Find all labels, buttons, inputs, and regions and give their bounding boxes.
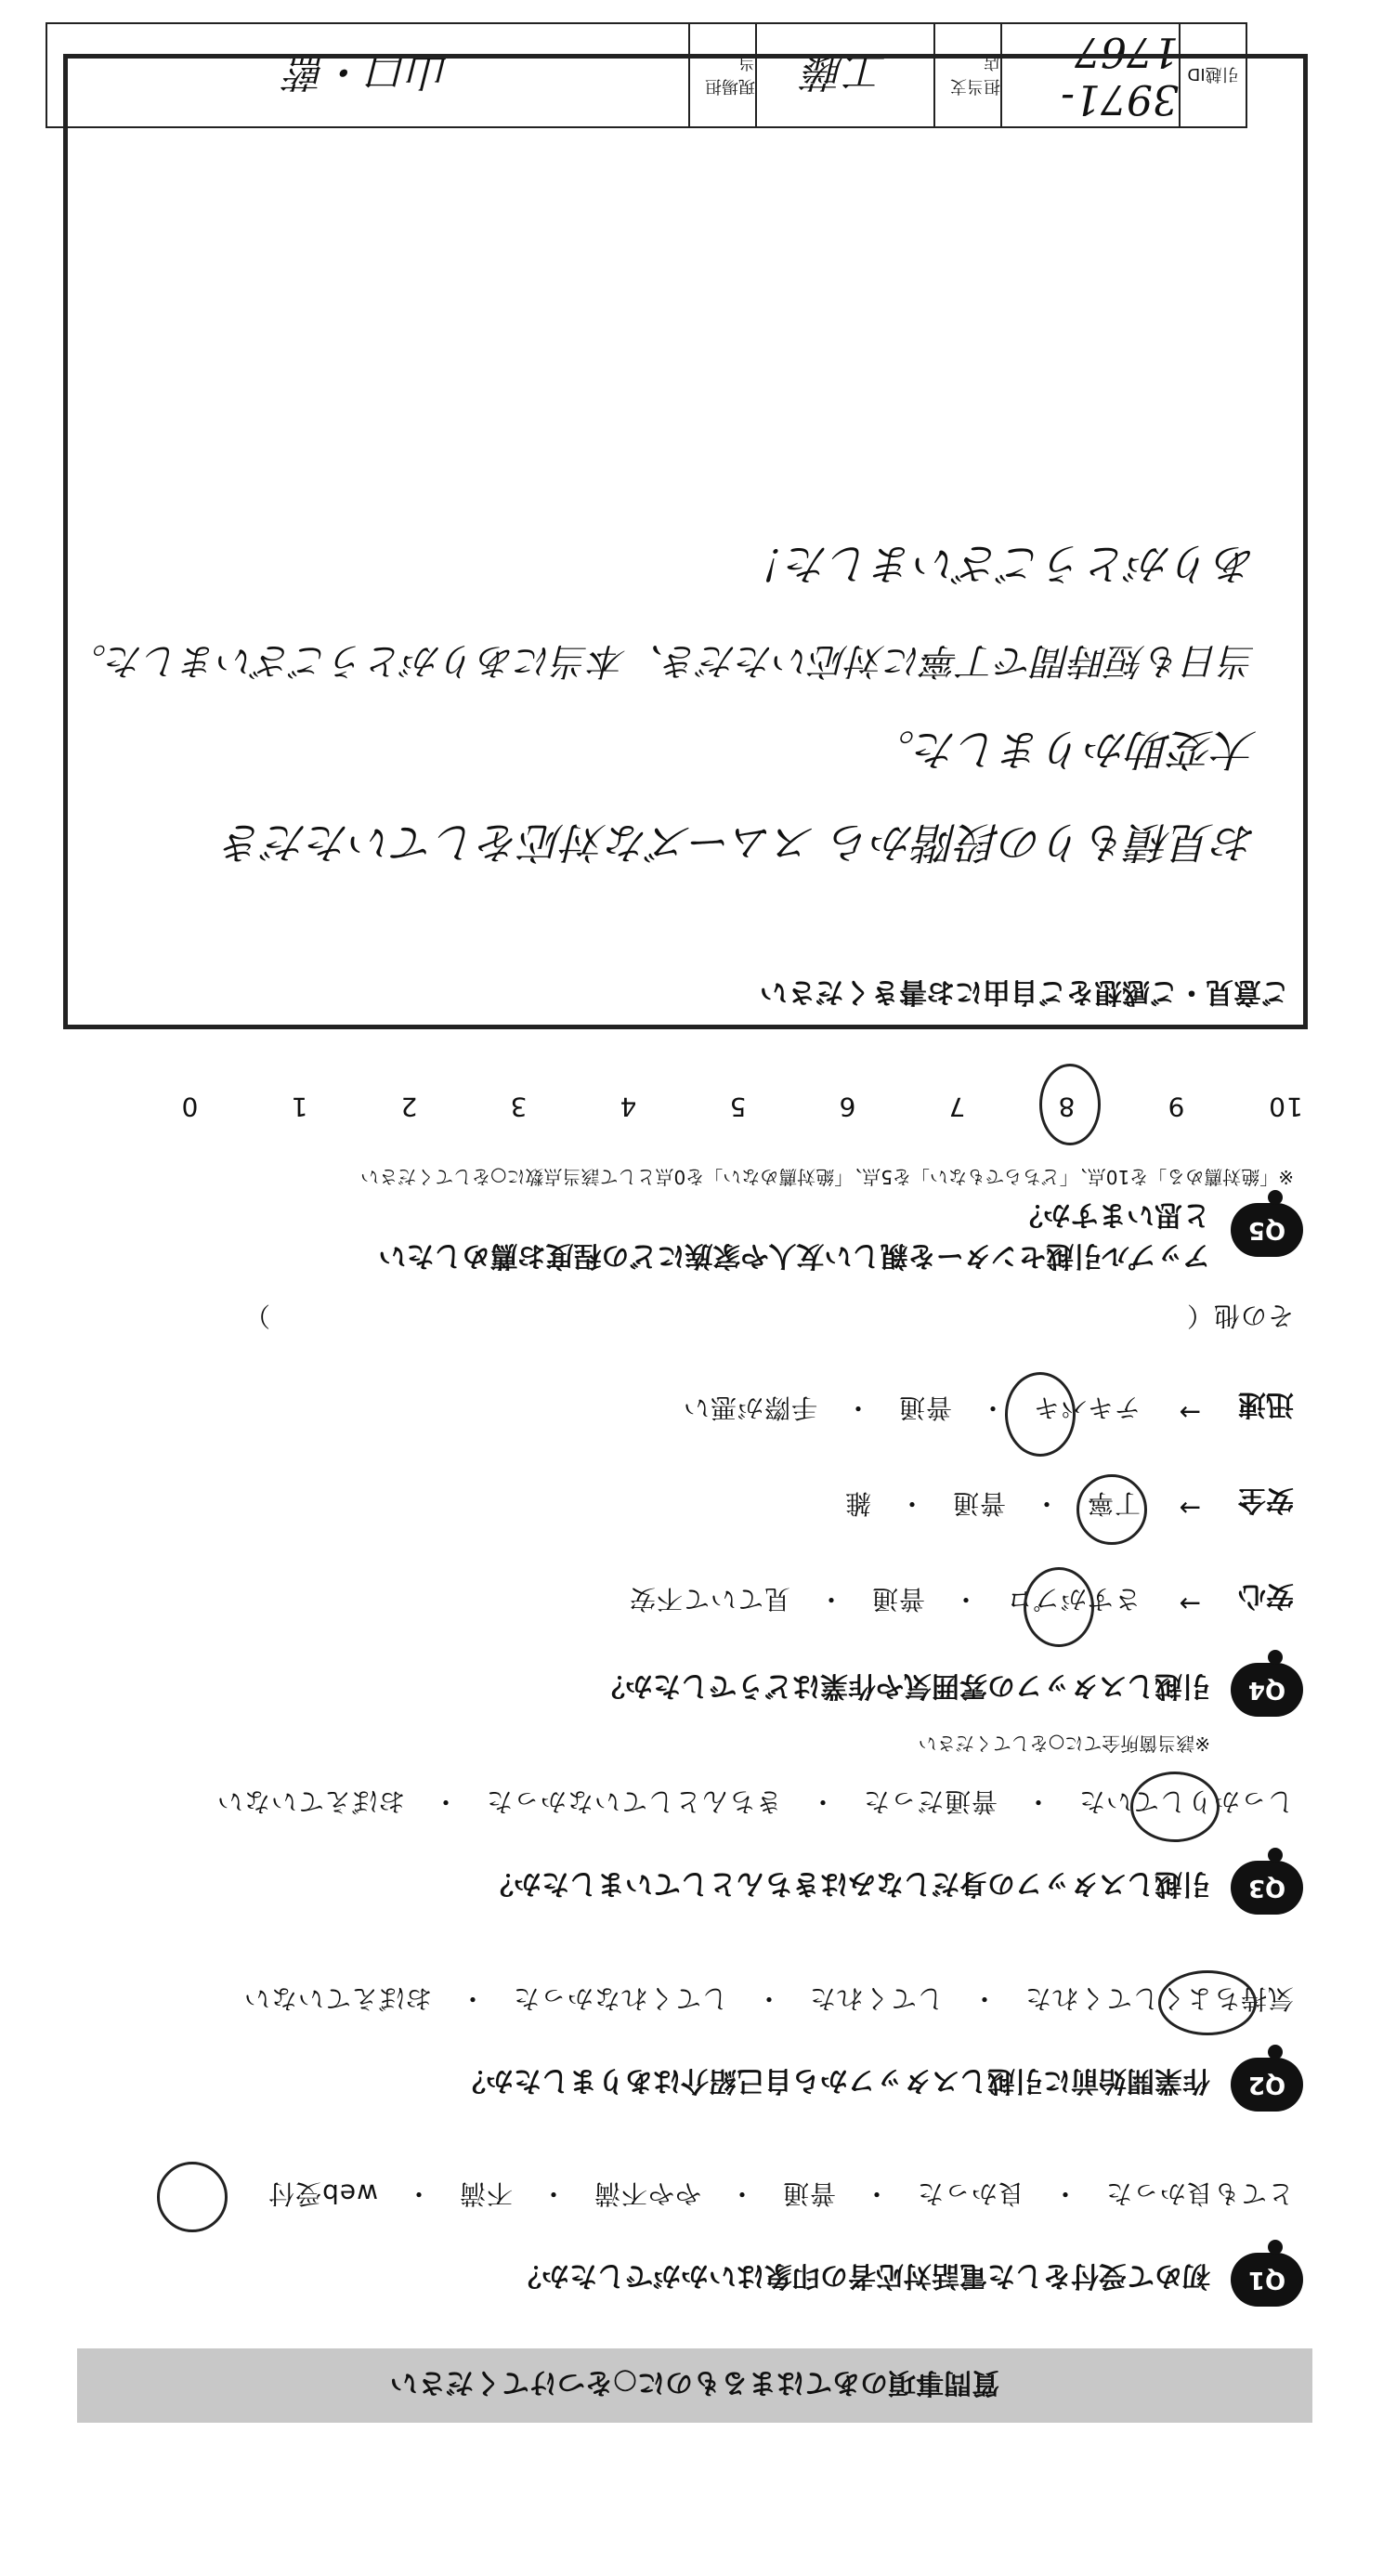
scale-item: 8 bbox=[1057, 1092, 1076, 1122]
survey-sheet: 引越ID 3971-1767 担当支店 工藤 現場担当 山口・藍 質問事項のあてはまるものに○をつけてください Q1 初めて受付をした電話対応者の印象はいかがでしたか？ とても良かった ・ 良かった ・ 普通 ・ やや不満 ・ 不満 ・ web受付 Q2 作業開始前に引越しスタッフから自己紹介はありましたか？ 気持ちよくしてくれた ・ してくれた ・ してくれなかった ・ おぼえていない Q3 引越しスタッフの身だしなみはきちんとしていましたか？ しっかりしていた ・ 普通だった ・ きちんとしていなかった ・ おぼえていない Q4 引越しスタッフの雰囲気や作業はどうでしたか？ ※該当箇所全てに○をしてください 安心 → さすがプロ ・ 普通 ・ 見ていて不安 安全 → 丁寧 ・ 普通 ・ 雑 迅速 → テキパキ ・ 普通 ・ 手際が悪い その他（ ） Q5 アップル引越センターを親しい友人や家族にどの程度お薦めしたいと思いますか？ ※「絶対薦める」を10点、「どちらでもない」を5点、「絶対薦めない」を0点として該当点数に○をしてください 109876543210 ご意見・ご感想をご自由にお書きください お見積もりの段階から スムーズな対応をしていただき 大変助かりました。 当日も短時間で丁寧に対応いただき、本当にありがとうございました。 ありがとうございました！ bbox=[0, 0, 1396, 2576]
answer-circle-mark bbox=[1158, 1970, 1257, 2035]
q2-badge: Q2 bbox=[1231, 2058, 1303, 2112]
q3-text: 引越しスタッフの身だしなみはきちんとしていましたか？ bbox=[486, 1867, 1210, 1900]
instructions-banner: 質問事項のあてはまるものに○をつけてください bbox=[77, 2348, 1312, 2423]
scale-item: 10 bbox=[1268, 1092, 1303, 1122]
comment-box-title: ご意見・ご感想をご自由にお書きください bbox=[760, 975, 1289, 1008]
scale-item: 2 bbox=[399, 1092, 418, 1122]
q4-badge: Q4 bbox=[1231, 1663, 1303, 1717]
answer-circle-mark bbox=[1130, 1772, 1220, 1842]
branch-label: 担当支店 bbox=[933, 24, 1000, 126]
scale-item: 5 bbox=[728, 1092, 747, 1122]
q4-row-label: 迅速 bbox=[1238, 1388, 1294, 1420]
answer-circle-mark bbox=[157, 2162, 228, 2232]
scale-item: 3 bbox=[509, 1092, 528, 1122]
q5-badge: Q5 bbox=[1231, 1203, 1303, 1257]
comment-line: 大変助かりました。 bbox=[872, 725, 1257, 775]
q4-other: その他（ ） bbox=[242, 1301, 1294, 1331]
scale-item: 6 bbox=[838, 1092, 856, 1122]
q2-text: 作業開始前に引越しスタッフから自己紹介はありましたか？ bbox=[458, 2064, 1210, 2097]
q1-options: とても良かった ・ 良かった ・ 普通 ・ やや不満 ・ 不満 ・ web受付 bbox=[267, 2178, 1294, 2209]
q3-options: しっかりしていた ・ 普通だった ・ きちんとしていなかった ・ おぼえていない bbox=[215, 1786, 1294, 1817]
q4-row-label: 安心 bbox=[1238, 1579, 1294, 1612]
scale-item: 4 bbox=[619, 1092, 637, 1122]
site-label: 現場担当 bbox=[688, 24, 755, 126]
move-id-value: 3971-1767 bbox=[1000, 24, 1179, 126]
scale-item: 0 bbox=[180, 1092, 199, 1122]
q4-note: ※該当箇所全てに○をしてください bbox=[918, 1733, 1210, 1755]
scale-item: 7 bbox=[947, 1092, 966, 1122]
q4-text: 引越しスタッフの雰囲気や作業はどうでしたか？ bbox=[597, 1669, 1210, 1702]
comment-line: ありがとうございました！ bbox=[744, 539, 1257, 589]
site-value: 山口・藍 bbox=[286, 47, 450, 95]
q4-row-options: 丁寧 ・ 普通 ・ 雑 bbox=[843, 1488, 1141, 1519]
q1-badge: Q1 bbox=[1231, 2253, 1303, 2307]
q2-options: 気持ちよくしてくれた ・ してくれた ・ してくれなかった ・ おぼえていない bbox=[242, 1983, 1294, 2014]
answer-circle-mark bbox=[1076, 1474, 1147, 1545]
q3-badge: Q3 bbox=[1231, 1861, 1303, 1915]
q4-row-options: テキパキ ・ 普通 ・ 手際が悪い bbox=[682, 1393, 1141, 1423]
recommend-scale bbox=[114, 1092, 1340, 1122]
move-id-label: 引越ID bbox=[1179, 24, 1246, 126]
scale-item: 9 bbox=[1167, 1092, 1185, 1122]
q4-row-options: さすがプロ ・ 普通 ・ 見ていて不安 bbox=[628, 1584, 1141, 1615]
answer-circle-mark bbox=[1024, 1567, 1094, 1647]
q5-note: ※「絶対薦める」を10点、「どちらでもない」を5点、「絶対薦めない」を0点として該当点数に○をしてください bbox=[360, 1166, 1294, 1188]
scale-item: 1 bbox=[290, 1092, 308, 1122]
answer-circle-mark bbox=[1039, 1064, 1101, 1145]
branch-value: 工藤 bbox=[755, 24, 933, 126]
answer-circle-mark bbox=[1005, 1372, 1076, 1457]
q5-text: アップル引越センターを親しい友人や家族にどの程度お薦めしたいと思いますか？ bbox=[378, 1198, 1210, 1272]
comment-line: 当日も短時間で丁寧に対応いただき、本当にありがとうございました。 bbox=[69, 639, 1257, 682]
q4-row-label: 安全 bbox=[1238, 1484, 1294, 1516]
q1-text: 初めて受付をした電話対応者の印象はいかがでしたか？ bbox=[514, 2259, 1210, 2292]
comment-line: お見積もりの段階から スムーズな対応をしていただき bbox=[221, 817, 1257, 868]
